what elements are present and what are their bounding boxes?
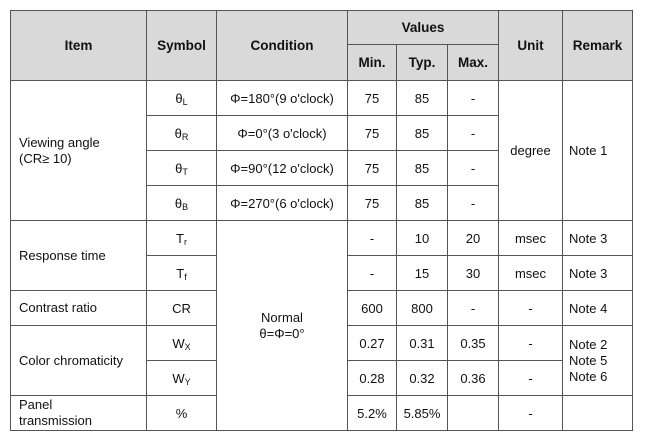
condition-cell: Φ=90°(12 o'clock) [217,151,348,186]
header-symbol: Symbol [147,11,217,81]
symbol-cell: θT [147,151,217,186]
contrast-ratio-item: Contrast ratio [11,291,147,326]
viewing-angle-unit: degree [499,81,563,221]
min-cell: 75 [348,81,397,116]
typ-cell: 800 [397,291,448,326]
typ-cell: 85 [397,186,448,221]
color-chromaticity-item: Color chromaticity [11,326,147,396]
unit-cell: msec [499,221,563,256]
header-typ: Typ. [397,45,448,81]
normal-condition-cell: Normal θ=Φ=0° [217,221,348,431]
unit-cell: - [499,326,563,361]
header-condition: Condition [217,11,348,81]
typ-cell: 85 [397,151,448,186]
condition-cell: Φ=0°(3 o'clock) [217,116,348,151]
min-cell: 75 [348,151,397,186]
unit-cell: - [499,396,563,431]
remark-cell: Note 4 [563,291,633,326]
min-cell: - [348,256,397,291]
condition-cell: Φ=180°(9 o'clock) [217,81,348,116]
condition-cell: Φ=270°(6 o'clock) [217,186,348,221]
remark-cell [563,396,633,431]
symbol-cell: % [147,396,217,431]
max-cell: 20 [448,221,499,256]
panel-transmission-item: Panel transmission [11,396,147,431]
typ-cell: 0.31 [397,326,448,361]
header-unit: Unit [499,11,563,81]
symbol-cell: θB [147,186,217,221]
viewing-angle-item: Viewing angle (CR≥ 10) [11,81,147,221]
min-cell: 75 [348,186,397,221]
header-min: Min. [348,45,397,81]
symbol-cell: CR [147,291,217,326]
max-cell [448,396,499,431]
symbol-cell: θL [147,81,217,116]
viewing-angle-remark: Note 1 [563,81,633,221]
header-values: Values [348,11,499,45]
header-item: Item [11,11,147,81]
header-remark: Remark [563,11,633,81]
typ-cell: 85 [397,116,448,151]
min-cell: 600 [348,291,397,326]
symbol-cell: Tf [147,256,217,291]
optical-spec-table [10,10,633,431]
max-cell: - [448,81,499,116]
max-cell: - [448,291,499,326]
min-cell: 75 [348,116,397,151]
max-cell: 30 [448,256,499,291]
symbol-cell: WX [147,326,217,361]
unit-cell: - [499,291,563,326]
max-cell: 0.36 [448,361,499,396]
chromaticity-remark: Note 2 Note 5 Note 6 [563,326,633,396]
min-cell: - [348,221,397,256]
spec-table-container [10,10,633,431]
table-row [11,81,633,116]
unit-cell: msec [499,256,563,291]
header-max: Max. [448,45,499,81]
max-cell: - [448,116,499,151]
min-cell: 0.28 [348,361,397,396]
table-row [11,221,633,256]
response-time-item: Response time [11,221,147,291]
typ-cell: 10 [397,221,448,256]
remark-cell: Note 3 [563,221,633,256]
max-cell: - [448,186,499,221]
symbol-cell: Tr [147,221,217,256]
typ-cell: 5.85% [397,396,448,431]
symbol-cell: WY [147,361,217,396]
typ-cell: 0.32 [397,361,448,396]
typ-cell: 15 [397,256,448,291]
unit-cell: - [499,361,563,396]
typ-cell: 85 [397,81,448,116]
symbol-cell: θR [147,116,217,151]
min-cell: 0.27 [348,326,397,361]
remark-cell: Note 3 [563,256,633,291]
max-cell: 0.35 [448,326,499,361]
min-cell: 5.2% [348,396,397,431]
max-cell: - [448,151,499,186]
